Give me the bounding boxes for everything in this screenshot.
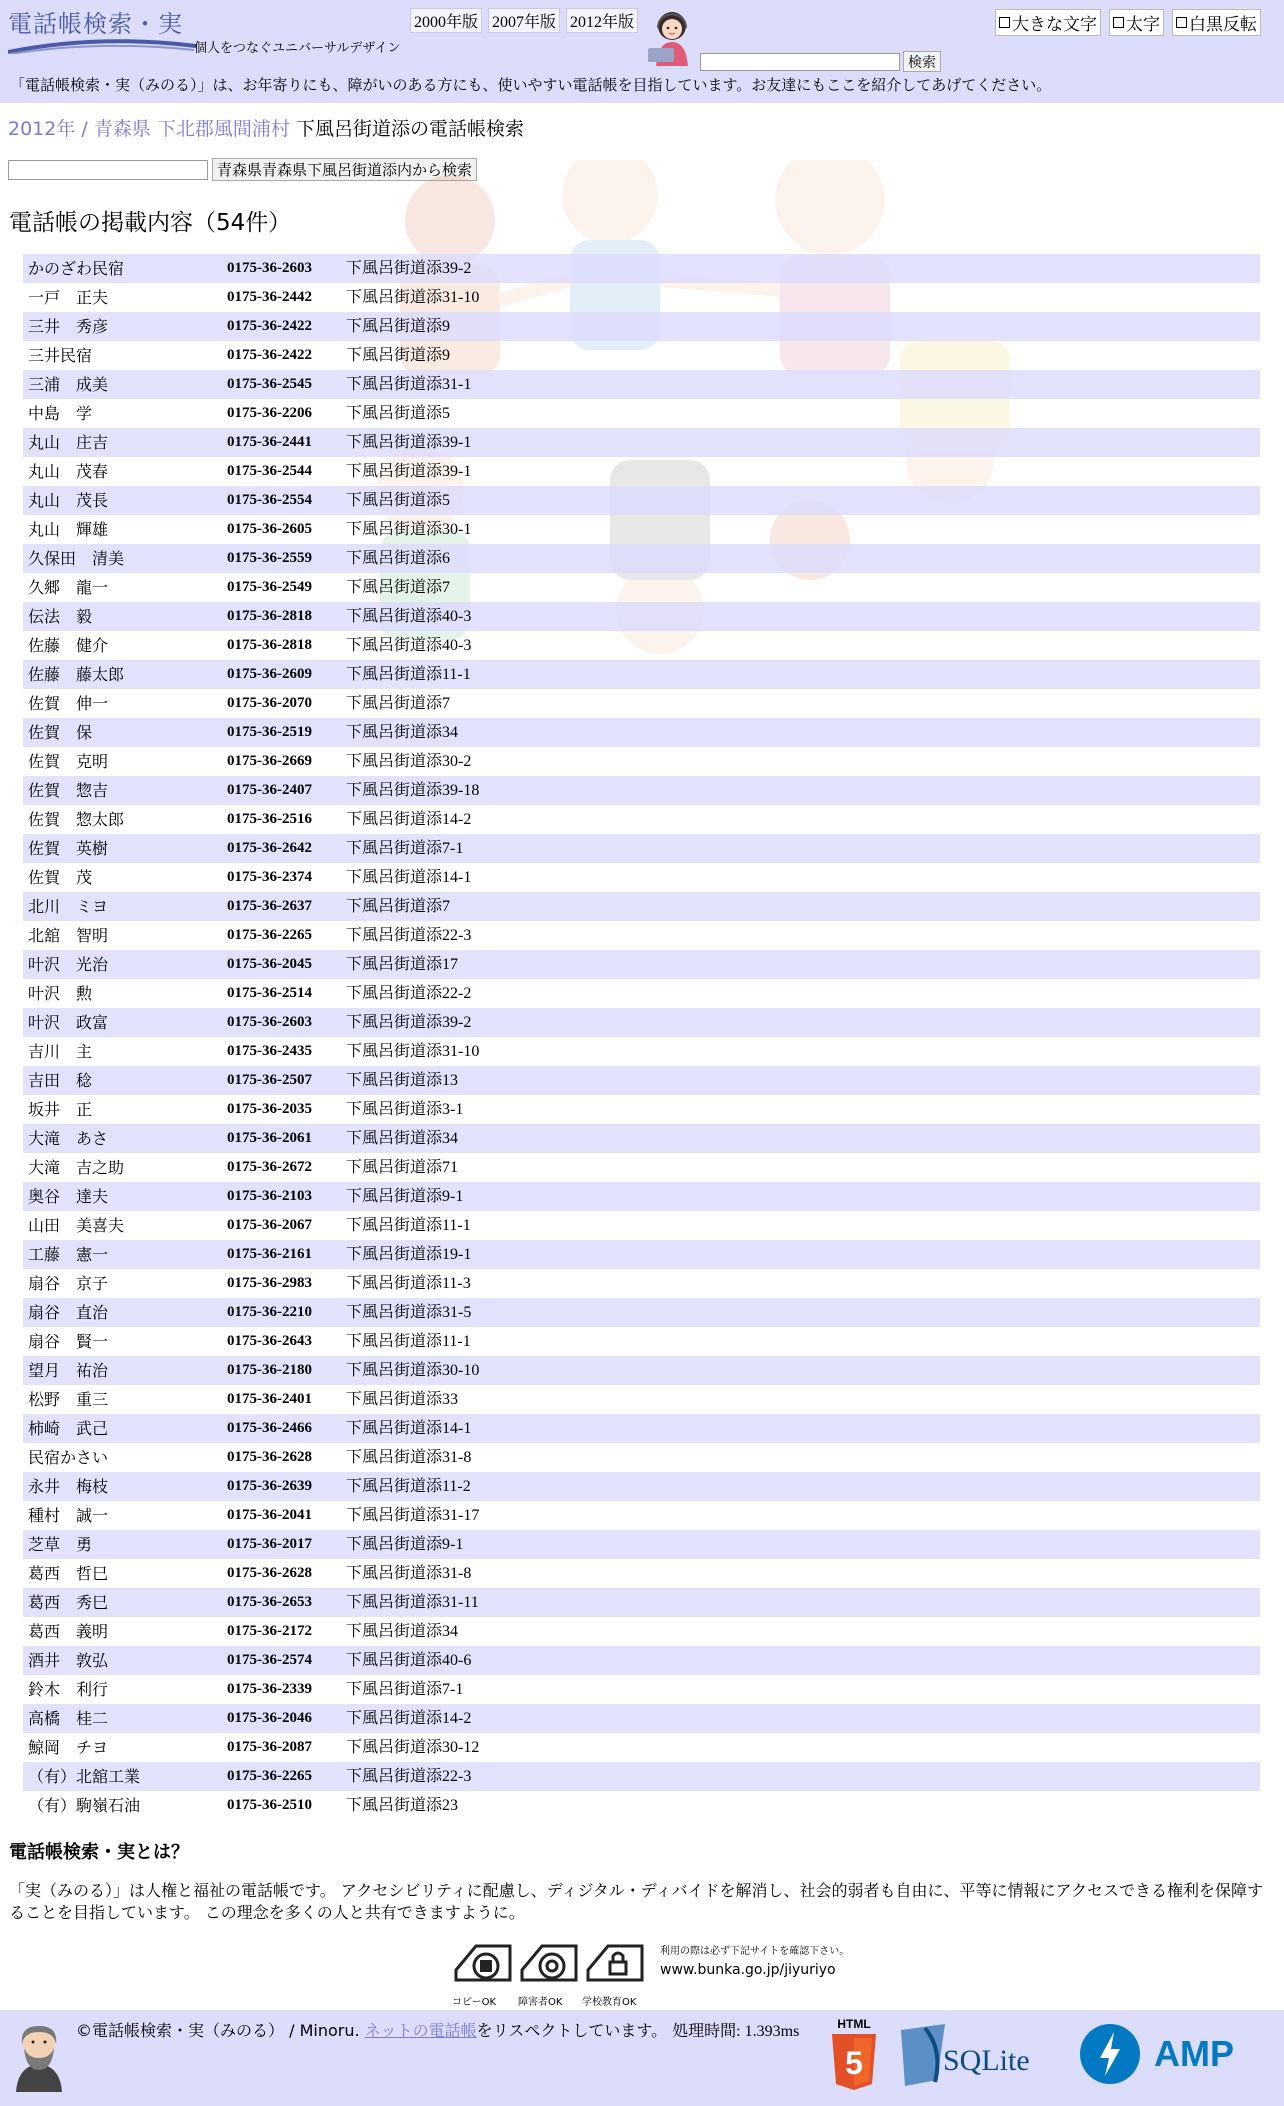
listing-address: 下風呂街道添31-5 [346, 1304, 472, 1321]
listing-phone: 0175-36-2818 [227, 637, 312, 653]
listing-address: 下風呂街道添11-1 [346, 1217, 471, 1234]
listing-address: 下風呂街道添39-18 [346, 782, 480, 799]
listing-row [23, 341, 1260, 370]
listing-phone: 0175-36-2045 [227, 956, 312, 972]
license-url: www.bunka.go.jp/jiyuriyo [660, 1962, 836, 1978]
listing-phone: 0175-36-2087 [227, 1739, 312, 1755]
listing-row [23, 1443, 1260, 1472]
listing-address: 下風呂街道添3-1 [346, 1101, 464, 1118]
footer-text [76, 2018, 799, 2041]
listing-name: 坂井 正 [28, 1100, 93, 1119]
listing-phone: 0175-36-2559 [227, 550, 312, 566]
listing-phone: 0175-36-2603 [227, 1014, 312, 1030]
listing-phone: 0175-36-2639 [227, 1478, 312, 1494]
listing-phone: 0175-36-2339 [227, 1681, 312, 1697]
large-text-option[interactable] [995, 9, 1101, 36]
listing-row [23, 1791, 1260, 1820]
listing-name: 佐賀 保 [28, 723, 93, 742]
listing-address: 下風呂街道添9-1 [346, 1188, 464, 1205]
page-title: 下風呂街道添の電話帳検索 [295, 118, 524, 140]
listing-row [23, 1559, 1260, 1588]
sqlite-badge-icon [895, 2020, 1055, 2090]
listing-row [23, 1733, 1260, 1762]
about-text: 「実（みのる）」は人権と福祉の電話帳です。 アクセシビリティに配慮し、ディジタル・ディバイドを解消し、社会的弱者も自由に、平等に情報にアクセスできる権利を保障することを目指しています。 この理念を多くの人と共有できますように。 [9, 1881, 1264, 1922]
listing-address: 下風呂街道添11-1 [346, 1333, 471, 1350]
listing-row [23, 689, 1260, 718]
top-search-button[interactable]: 検索 [903, 51, 941, 72]
listing-row [23, 805, 1260, 834]
listing-name: 叶沢 光治 [28, 955, 109, 974]
html5-badge-icon [826, 2016, 882, 2096]
listing-name: 鈴木 利行 [28, 1680, 109, 1699]
bold-text-option[interactable] [1109, 9, 1164, 36]
listing-address: 下風呂街道添22-2 [346, 985, 472, 1002]
listing-phone: 0175-36-2401 [227, 1391, 312, 1407]
listing-phone: 0175-36-2628 [227, 1565, 312, 1581]
listing-address: 下風呂街道添13 [346, 1072, 459, 1089]
listing-name: 佐賀 惣太郎 [28, 810, 125, 829]
checkbox-icon[interactable] [999, 17, 1010, 28]
listing-address: 下風呂街道添9 [346, 347, 451, 364]
listing-address: 下風呂街道添39-2 [346, 1014, 472, 1031]
listing-name: 山田 美喜夫 [28, 1216, 125, 1235]
listing-row [23, 283, 1260, 312]
listing-name: 扇谷 直治 [28, 1303, 109, 1322]
listing-row [23, 1356, 1260, 1385]
listing-row [23, 1153, 1260, 1182]
footer-respect: をリスペクトしています。 [476, 2021, 668, 2040]
listing-phone: 0175-36-2422 [227, 318, 312, 334]
listing-name: 佐賀 惣吉 [28, 781, 109, 800]
listing-address: 下風呂街道添31-11 [346, 1594, 479, 1611]
listing-address: 下風呂街道添23 [346, 1797, 459, 1814]
listing-phone: 0175-36-2265 [227, 927, 312, 943]
listing-name: 丸山 茂春 [28, 462, 109, 481]
listing-row [23, 1211, 1260, 1240]
listing-name: 佐賀 克明 [28, 752, 109, 771]
listing-address: 下風呂街道添39-1 [346, 434, 472, 451]
listing-phone: 0175-36-2516 [227, 811, 312, 827]
listing-address: 下風呂街道添7-1 [346, 840, 464, 857]
breadcrumb [8, 114, 524, 141]
edition-link-2000[interactable]: 2000年版 [410, 8, 482, 33]
listing-phone: 0175-36-2206 [227, 405, 312, 421]
listing-phone: 0175-36-2210 [227, 1304, 312, 1320]
listing-row [23, 1240, 1260, 1269]
footer-copyright: ©電話帳検索・実（みのる） / Minoru. [76, 2021, 360, 2040]
listing-phone: 0175-36-2653 [227, 1594, 312, 1610]
intro-text: 「電話帳検索・実（みのる）」は、お年寄りにも、障がいのある方にも、使いやすい電話帳を目指しています。お友達にもここを紹介してあげてください。 [10, 76, 1052, 94]
listing-row [23, 979, 1260, 1008]
listing-row [23, 1037, 1260, 1066]
listing-name: 一戸 正夫 [28, 288, 109, 307]
svg-text:5: 5 [845, 2045, 863, 2081]
listing-address: 下風呂街道添30-1 [346, 521, 472, 538]
listing-phone: 0175-36-2441 [227, 434, 312, 450]
listing-row [23, 1269, 1260, 1298]
listing-row [23, 486, 1260, 515]
listing-row [23, 1617, 1260, 1646]
listing-address: 下風呂街道添6 [346, 550, 451, 567]
listing-name: 丸山 輝雄 [28, 520, 109, 539]
license-copy-ok-label: コピーOK [452, 1997, 497, 2008]
listing-address: 下風呂街道添40-6 [346, 1652, 472, 1669]
listing-phone: 0175-36-2554 [227, 492, 312, 508]
listing-name: 柿崎 武己 [28, 1419, 109, 1438]
listing-name: 芝草 勇 [28, 1535, 93, 1554]
listing-row [23, 1588, 1260, 1617]
listing-name: 三浦 成美 [28, 375, 109, 394]
listing-phone: 0175-36-2642 [227, 840, 312, 856]
listing-phone: 0175-36-2628 [227, 1449, 312, 1465]
listing-name: 叶沢 政富 [28, 1013, 109, 1032]
listing-phone: 0175-36-2514 [227, 985, 312, 1001]
listing-phone: 0175-36-2180 [227, 1362, 312, 1378]
listing-row [23, 1066, 1260, 1095]
listing-row [23, 370, 1260, 399]
listing-address: 下風呂街道添31-8 [346, 1565, 472, 1582]
license-disability-ok-label: 障害者OK [518, 1997, 563, 2008]
listing-name: かのざわ民宿 [28, 259, 125, 278]
listing-name: 松野 重三 [28, 1390, 109, 1409]
listing-name: 久郷 龍一 [28, 578, 109, 597]
listing-name: 扇谷 賢一 [28, 1332, 109, 1351]
listing-row [23, 544, 1260, 573]
listing-address: 下風呂街道添7 [346, 695, 451, 712]
listing-row [23, 457, 1260, 486]
listing-heading: 電話帳の掲載内容（54件） [9, 210, 292, 236]
listing-phone: 0175-36-2374 [227, 869, 312, 885]
listing-row [23, 1298, 1260, 1327]
listing-row [23, 1675, 1260, 1704]
listing-phone: 0175-36-2161 [227, 1246, 312, 1262]
top-search-input[interactable] [700, 53, 900, 71]
listing-row [23, 1704, 1260, 1733]
listing-phone: 0175-36-2422 [227, 347, 312, 363]
edition-links [410, 8, 638, 33]
amp-badge-text: AMP [1154, 2033, 1234, 2074]
listing-row [23, 1762, 1260, 1791]
listing-phone: 0175-36-2041 [227, 1507, 312, 1523]
listing-name: 葛西 哲巳 [28, 1564, 109, 1583]
listing-address: 下風呂街道添34 [346, 1130, 459, 1147]
listing-row [23, 863, 1260, 892]
listing-row [23, 1530, 1260, 1559]
listing-address: 下風呂街道添30-2 [346, 753, 472, 770]
listing-name: 北舘 智明 [28, 926, 109, 945]
listing-address: 下風呂街道添9-1 [346, 1536, 464, 1553]
listing-name: 丸山 庄吉 [28, 433, 109, 452]
author-avatar-icon [10, 2018, 68, 2092]
listing-address: 下風呂街道添39-1 [346, 463, 472, 480]
listing-address: 下風呂街道添34 [346, 1623, 459, 1640]
listing-name: 望月 祐治 [28, 1361, 109, 1380]
listing-address: 下風呂街道添31-8 [346, 1449, 472, 1466]
listing-address: 下風呂街道添39-2 [346, 260, 472, 277]
listing-name: 鯨岡 チヨ [28, 1738, 109, 1757]
amp-badge-icon [1078, 2022, 1254, 2088]
listing-row [23, 776, 1260, 805]
site-header [0, 0, 1284, 103]
listing-name: 民宿かさい [28, 1448, 109, 1467]
edition-link-2007[interactable]: 2007年版 [488, 8, 560, 33]
listing-address: 下風呂街道添22-3 [346, 1768, 472, 1785]
listing-name: 三井民宿 [28, 346, 93, 365]
listing-name: 佐藤 藤太郎 [28, 665, 125, 684]
listing-phone: 0175-36-2672 [227, 1159, 312, 1175]
invert-colors-option[interactable] [1172, 9, 1261, 36]
listing-address: 下風呂街道添11-1 [346, 666, 471, 683]
breadcrumb-year-link[interactable]: 2012年 [8, 118, 76, 140]
license-marks-icon [450, 1940, 650, 1992]
listing-address: 下風呂街道添33 [346, 1391, 459, 1408]
listing-name: 伝法 毅 [28, 607, 93, 626]
site-logo[interactable] [8, 4, 193, 54]
listing-phone: 0175-36-2549 [227, 579, 312, 595]
listing-address: 下風呂街道添7 [346, 579, 451, 596]
listing-row [23, 1501, 1260, 1530]
listing-phone: 0175-36-2265 [227, 1768, 312, 1784]
listing-name: 奥谷 達夫 [28, 1187, 109, 1206]
listing-address: 下風呂街道添31-1 [346, 376, 472, 393]
listing-row [23, 631, 1260, 660]
listing-row [23, 1095, 1260, 1124]
area-search-button[interactable]: 青森県青森県下風呂街道添内から検索 [212, 158, 477, 181]
listing-address: 下風呂街道添14-1 [346, 869, 472, 886]
listing-address: 下風呂街道添9 [346, 318, 451, 335]
listing-row [23, 950, 1260, 979]
area-search-input[interactable] [8, 160, 208, 180]
listing-row [23, 1008, 1260, 1037]
listing-name: （有）北舘工業 [28, 1767, 141, 1786]
listing-phone: 0175-36-2067 [227, 1217, 312, 1233]
listing-name: 叶沢 勲 [28, 984, 93, 1003]
bold-text-label: 太字 [1126, 15, 1160, 35]
processing-time: 処理時間: 1.393ms [672, 2023, 800, 2040]
operator-mascot-icon [644, 6, 700, 66]
listing-name: 佐賀 英樹 [28, 839, 109, 858]
listing-name: 葛西 秀巳 [28, 1593, 109, 1612]
listing-phone: 0175-36-2544 [227, 463, 312, 479]
listing-phone: 0175-36-2637 [227, 898, 312, 914]
license-note: 利用の際は必ず下記サイトを確認下さい。 [660, 1946, 850, 1957]
listing-row [23, 718, 1260, 747]
listing-phone: 0175-36-2818 [227, 608, 312, 624]
listing-name: 久保田 清美 [28, 549, 125, 568]
listing-address: 下風呂街道添30-12 [346, 1739, 480, 1756]
listing-row [23, 921, 1260, 950]
listing-name: 永井 梅枝 [28, 1477, 109, 1496]
listing-address: 下風呂街道添7 [346, 898, 451, 915]
footer-phonebook-link[interactable]: ネットの電話帳 [364, 2021, 477, 2040]
listing-address: 下風呂街道添14-1 [346, 1420, 472, 1437]
html5-badge-text: HTML [837, 2017, 871, 2031]
listing-row [23, 1472, 1260, 1501]
listing-name: 佐賀 伸一 [28, 694, 109, 713]
listing-phone: 0175-36-2442 [227, 289, 312, 305]
listing-address: 下風呂街道添40-3 [346, 608, 472, 625]
logo-swoosh-icon [8, 34, 198, 54]
listing-phone: 0175-36-2103 [227, 1188, 312, 1204]
license-school-ok-label: 学校教育OK [582, 1997, 637, 2008]
listing-address: 下風呂街道添31-10 [346, 289, 480, 306]
listing-phone: 0175-36-2507 [227, 1072, 312, 1088]
listing-address: 下風呂街道添31-17 [346, 1507, 480, 1524]
listing-row [23, 312, 1260, 341]
listing-row [23, 573, 1260, 602]
listing-table [23, 254, 1260, 1820]
listing-address: 下風呂街道添5 [346, 492, 451, 509]
edition-link-2012[interactable]: 2012年版 [566, 8, 638, 33]
checkbox-icon[interactable] [1113, 17, 1124, 28]
listing-row [23, 1646, 1260, 1675]
listing-name: 北川 ミヨ [28, 897, 109, 916]
listing-name: 大滝 あさ [28, 1129, 109, 1148]
listing-address: 下風呂街道添19-1 [346, 1246, 472, 1263]
listing-row [23, 1327, 1260, 1356]
listing-address: 下風呂街道添7-1 [346, 1681, 464, 1698]
listing-row [23, 1124, 1260, 1153]
listing-row [23, 399, 1260, 428]
listing-name: 吉田 稔 [28, 1071, 93, 1090]
site-footer [0, 2010, 1284, 2106]
listing-phone: 0175-36-2510 [227, 1797, 312, 1813]
listing-name: 佐藤 健介 [28, 636, 109, 655]
listing-phone: 0175-36-2574 [227, 1652, 312, 1668]
listing-address: 下風呂街道添14-2 [346, 1710, 472, 1727]
listing-phone: 0175-36-2046 [227, 1710, 312, 1726]
listing-phone: 0175-36-2407 [227, 782, 312, 798]
checkbox-icon[interactable] [1176, 17, 1187, 28]
listing-phone: 0175-36-2519 [227, 724, 312, 740]
listing-phone: 0175-36-2545 [227, 376, 312, 392]
listing-address: 下風呂街道添31-10 [346, 1043, 480, 1060]
listing-name: 葛西 義明 [28, 1622, 109, 1641]
listing-address: 下風呂街道添11-3 [346, 1275, 471, 1292]
logo-text: 電話帳検索・実 [8, 10, 183, 38]
listing-row [23, 254, 1260, 283]
invert-colors-label: 白黒反転 [1189, 15, 1257, 35]
listing-name: （有）駒嶺石油 [28, 1796, 141, 1815]
listing-row [23, 747, 1260, 776]
listing-row [23, 428, 1260, 457]
listing-address: 下風呂街道添11-2 [346, 1478, 471, 1495]
listing-phone: 0175-36-2017 [227, 1536, 312, 1552]
listing-phone: 0175-36-2435 [227, 1043, 312, 1059]
listing-address: 下風呂街道添22-3 [346, 927, 472, 944]
listing-name: 中島 学 [28, 404, 93, 423]
listing-phone: 0175-36-2605 [227, 521, 312, 537]
listing-address: 下風呂街道添14-2 [346, 811, 472, 828]
listing-row [23, 1385, 1260, 1414]
tagline: 個人をつなぐユニバーサルデザイン [194, 41, 401, 56]
listing-name: 扇谷 京子 [28, 1274, 109, 1293]
breadcrumb-area-link[interactable]: 青森県 下北郡風間浦村 [93, 118, 290, 140]
listing-phone: 0175-36-2603 [227, 260, 312, 276]
listing-row [23, 660, 1260, 689]
listing-row [23, 834, 1260, 863]
listing-row [23, 1414, 1260, 1443]
listing-row [23, 602, 1260, 631]
listing-address: 下風呂街道添40-3 [346, 637, 472, 654]
sqlite-badge-text: SQLite [943, 2044, 1030, 2077]
about-heading: 電話帳検索・実とは？ [9, 1842, 189, 1863]
listing-row [23, 892, 1260, 921]
display-options [995, 9, 1261, 36]
listing-phone: 0175-36-2061 [227, 1130, 312, 1146]
listing-phone: 0175-36-2609 [227, 666, 312, 682]
listing-phone: 0175-36-2466 [227, 1420, 312, 1436]
listing-address: 下風呂街道添30-10 [346, 1362, 480, 1379]
listing-name: 佐賀 茂 [28, 868, 93, 887]
listing-phone: 0175-36-2983 [227, 1275, 312, 1291]
listing-name: 丸山 茂長 [28, 491, 109, 510]
listing-name: 大滝 吉之助 [28, 1158, 125, 1177]
listing-name: 種村 誠一 [28, 1506, 109, 1525]
listing-address: 下風呂街道添34 [346, 724, 459, 741]
listing-name: 工藤 憲一 [28, 1245, 109, 1264]
large-text-label: 大きな文字 [1012, 15, 1097, 35]
listing-phone: 0175-36-2669 [227, 753, 312, 769]
breadcrumb-separator: / [81, 118, 88, 140]
listing-name: 吉川 主 [28, 1042, 93, 1061]
listing-address: 下風呂街道添17 [346, 956, 459, 973]
listing-address: 下風呂街道添71 [346, 1159, 459, 1176]
listing-address: 下風呂街道添5 [346, 405, 451, 422]
free-use-license-marks[interactable] [450, 1940, 850, 2010]
listing-name: 高橋 桂二 [28, 1709, 109, 1728]
listing-phone: 0175-36-2035 [227, 1101, 312, 1117]
listing-name: 酒井 敦弘 [28, 1651, 109, 1670]
listing-phone: 0175-36-2172 [227, 1623, 312, 1639]
listing-row [23, 1182, 1260, 1211]
listing-row [23, 515, 1260, 544]
listing-phone: 0175-36-2070 [227, 695, 312, 711]
listing-phone: 0175-36-2643 [227, 1333, 312, 1349]
listing-name: 三井 秀彦 [28, 317, 109, 336]
